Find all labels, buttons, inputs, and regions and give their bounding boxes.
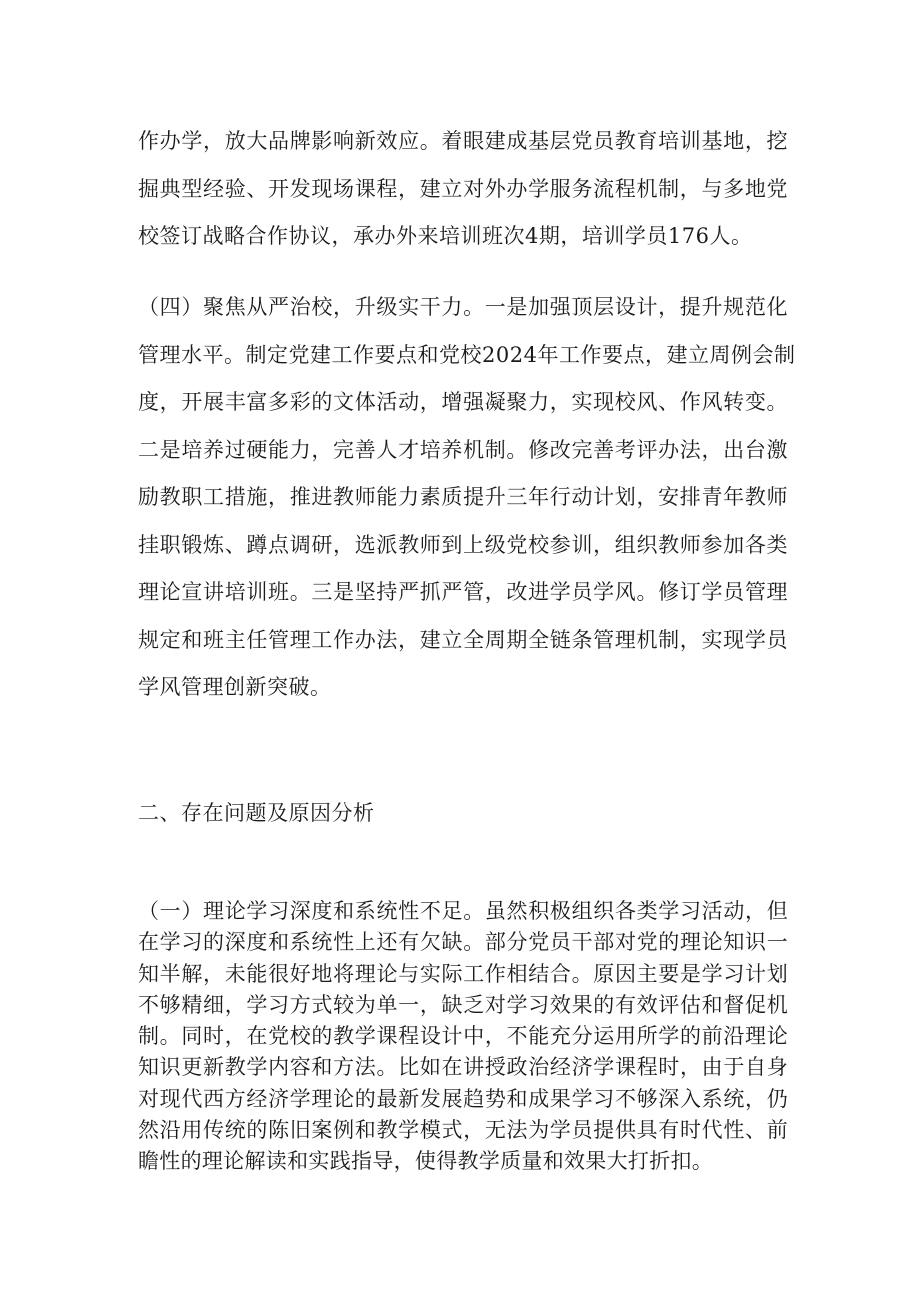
paragraph-line: 对现代西方经济学理论的最新发展趋势和成果学习不够深入系统，仍: [138, 1086, 788, 1111]
paragraph-line: 励教职工措施，推进教师能力素质提升三年行动计划，安排青年教师: [138, 485, 788, 509]
paragraph-line: 不够精细，学习方式较为单一，缺乏对学习效果的有效评估和督促机: [138, 992, 788, 1017]
paragraph-line: 二是培养过硬能力，完善人才培养机制。修改完善考评办法，出台激: [138, 437, 788, 462]
paragraph-line: 挂职锻炼、蹲点调研，选派教师到上级党校参训，组织教师参加各类: [138, 532, 788, 557]
paragraph-line: 度，开展丰富多彩的文体活动，增强凝聚力，实现校风、作风转变。: [138, 390, 788, 414]
paragraph-line: 在学习的深度和系统性上还有欠缺。部分党员干部对党的理论知识一: [138, 930, 788, 955]
paragraph-line: 然沿用传统的陈旧案例和教学模式，无法为学员提供具有时代性、前: [138, 1118, 788, 1143]
paragraph-strict-management: [138, 284, 796, 712]
paragraph-school-cooperation: [138, 118, 788, 261]
paragraph-line: （一）理论学习深度和系统性不足。虽然积极组织各类学习活动，但: [138, 899, 788, 923]
paragraph-line: （四）聚焦从严治校，升级实干力。一是加强顶层设计，提升规范化: [138, 295, 788, 319]
paragraph-line: 制。同时，在党校的教学课程设计中，不能充分运用所学的前沿理论: [138, 1024, 788, 1049]
paragraph-line: 校签订战略合作协议，承办外来培训班次4期，培训学员176人。: [138, 224, 753, 248]
paragraph-line: 掘典型经验、开发现场课程，建立对外办学服务流程机制，与多地党: [138, 176, 788, 201]
paragraph-line: 管理水平。制定党建工作要点和党校2024年工作要点，建立周例会制: [138, 342, 796, 367]
section-heading-problems: 二、存在问题及原因分析: [138, 801, 375, 825]
paragraph-line: 瞻性的理论解读和实践指导，使得教学质量和效果大打折扣。: [138, 1149, 714, 1174]
paragraph-line: 知半解，未能很好地将理论与实际工作相结合。原因主要是学习计划: [138, 961, 788, 986]
paragraph-theory-study: [138, 896, 788, 1178]
paragraph-line: 学风管理创新突破。: [138, 675, 332, 699]
paragraph-line: 理论宣讲培训班。三是坚持严抓严管，改进学员学风。修订学员管理: [138, 580, 788, 604]
paragraph-line: 规定和班主任管理工作办法，建立全周期全链条管理机制，实现学员: [138, 627, 788, 652]
paragraph-line: 作办学，放大品牌影响新效应。着眼建成基层党员教育培训基地，挖: [138, 129, 788, 153]
paragraph-line: 知识更新教学内容和方法。比如在讲授政治经济学课程时，由于自身: [138, 1055, 788, 1080]
